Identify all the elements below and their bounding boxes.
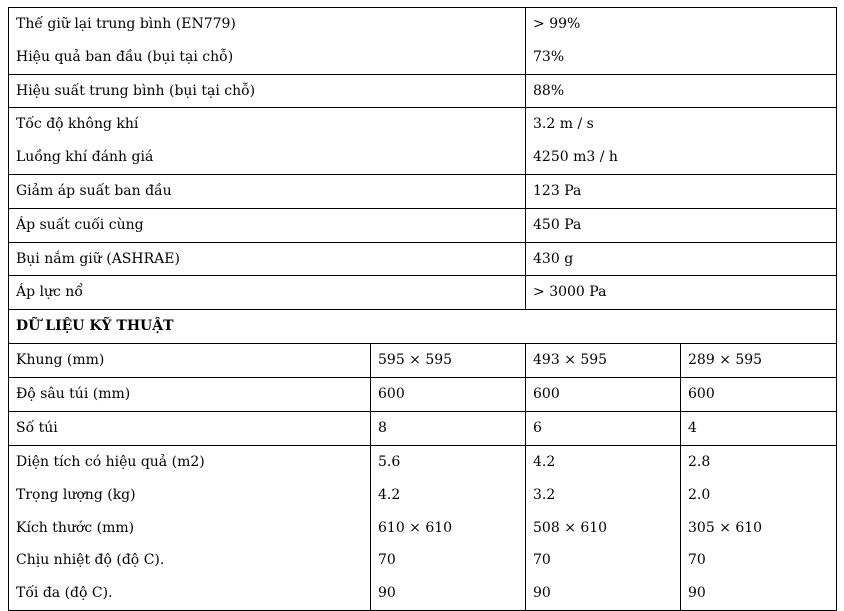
tech-value: 90 [378,585,396,602]
tech-value: 305 × 610 [688,519,763,536]
spec-value: 123 Pa [526,174,837,208]
tech-value: 610 × 610 [378,519,453,536]
tech-value: 90 [688,585,706,602]
spec-value: 430 g [526,242,837,276]
spec-value: 88% [526,74,837,108]
spec-value: 3.2 m / s [533,116,594,133]
tech-value: 2.8 [688,453,711,470]
tech-value: 5.6 [378,453,401,470]
tech-value: 508 × 610 [533,519,608,536]
spec-label: Luồng khí đánh giá [16,149,154,166]
tech-label: Chịu nhiệt độ (độ C). [16,552,165,569]
section-title: DỮ LIỆU KỸ THUẬT [9,310,837,344]
spec-label-cell [9,8,526,75]
spec-value: 4250 m3 / h [533,149,618,166]
tech-value: 595 × 595 [371,343,526,377]
tech-value: 8 [371,411,526,445]
spec-value: 73% [533,48,565,65]
spec-group-airflow [9,108,837,175]
tech-value: 2.0 [688,486,711,503]
tech-value: 4.2 [533,453,556,470]
spec-label: Áp lực nổ [9,276,526,310]
tech-row [9,411,837,445]
tech-label: Độ sâu túi (mm) [9,377,371,411]
spec-value-cell [526,108,837,175]
tech-value: 4.2 [378,486,401,503]
tech-label: Trọng lượng (kg) [16,486,136,503]
tech-value: 493 × 595 [526,343,681,377]
tech-value: 90 [533,585,551,602]
spec-table [8,7,837,611]
tech-value: 600 [371,377,526,411]
tech-label: Khung (mm) [9,343,371,377]
spec-value: > 99% [533,16,581,32]
tech-label: Kích thước (mm) [16,519,135,536]
tech-value-cell [681,445,837,610]
tech-value: 70 [378,552,396,569]
spec-row [9,174,837,208]
tech-label: Số túi [9,411,371,445]
spec-label: Áp suất cuối cùng [9,208,526,242]
tech-value: 4 [681,411,837,445]
spec-value: 450 Pa [526,208,837,242]
spec-label: Tốc độ không khí [16,116,139,133]
tech-value: 600 [681,377,837,411]
spec-label: Giảm áp suất ban đầu [9,174,526,208]
spec-label: Hiệu quả ban đầu (bụi tại chỗ) [16,48,234,65]
tech-group [9,445,837,610]
tech-value: 70 [688,552,706,569]
spec-label: Bụi nắm giữ (ASHRAE) [9,242,526,276]
tech-value-cell [371,445,526,610]
tech-label: Tối đa (độ C). [16,585,113,602]
tech-label-cell [9,445,371,610]
tech-value: 289 × 595 [681,343,837,377]
tech-row [9,377,837,411]
spec-row [9,242,837,276]
tech-value: 6 [526,411,681,445]
spec-label-cell [9,108,526,175]
spec-label: Thế giữ lại trung bình (EN779) [16,16,236,32]
tech-row [9,343,837,377]
spec-row [9,208,837,242]
spec-row [9,74,837,108]
spec-value-cell [526,8,837,75]
tech-label: Diện tích có hiệu quả (m2) [16,453,205,470]
section-header-row [9,310,837,344]
spec-value: > 3000 Pa [526,276,837,310]
tech-value: 600 [526,377,681,411]
tech-value: 70 [533,552,551,569]
spec-row [9,276,837,310]
spec-group-initial [9,8,837,75]
spec-label: Hiệu suất trung bình (bụi tại chỗ) [9,74,526,108]
tech-value-cell [526,445,681,610]
tech-value: 3.2 [533,486,556,503]
